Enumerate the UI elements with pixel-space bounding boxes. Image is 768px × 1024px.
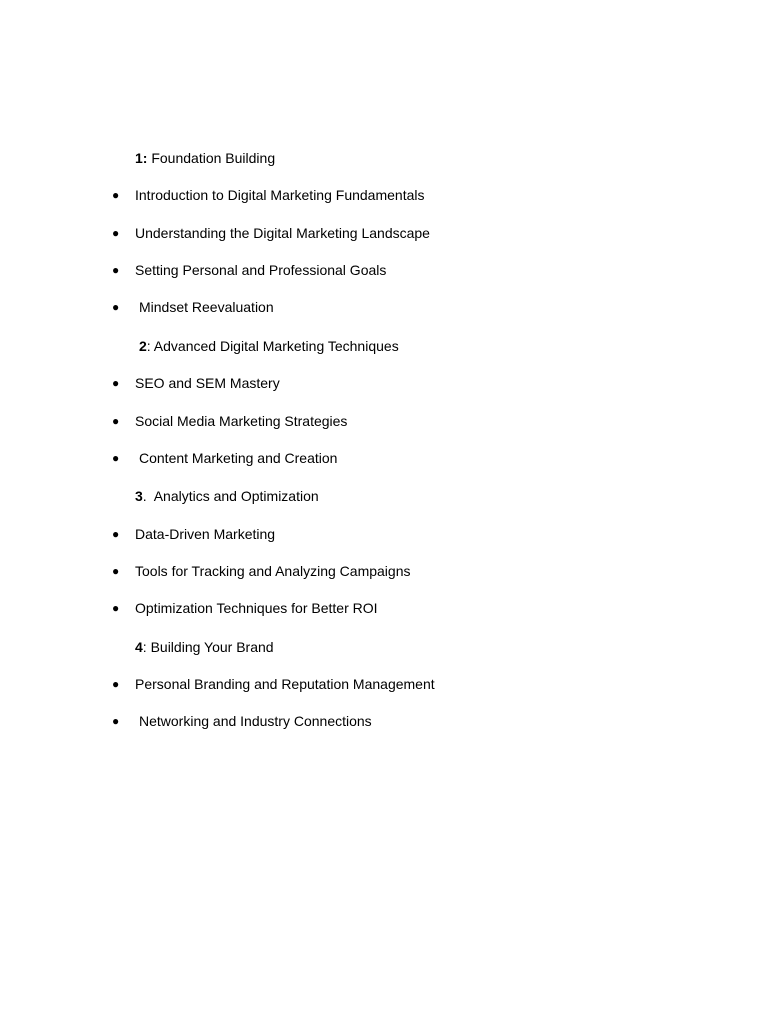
bullet-icon: ●: [112, 226, 120, 240]
bullet-icon: ●: [112, 263, 120, 277]
list-item-text: Setting Personal and Professional Goals: [135, 262, 387, 278]
section-title: : Building Your Brand: [142, 639, 274, 655]
bullet-icon: ●: [112, 714, 120, 728]
bullet-icon: ●: [112, 601, 120, 615]
section-heading-text: [139, 336, 399, 356]
list-item-text: Optimization Techniques for Better ROI: [135, 600, 378, 616]
section-number: 4: [135, 639, 143, 655]
list-item-text: SEO and SEM Mastery: [135, 375, 280, 391]
section-heading-text: [135, 486, 319, 506]
list-item-text: Introduction to Digital Marketing Fundamentals: [135, 187, 425, 203]
section-title: : Advanced Digital Marketing Techniques: [146, 338, 399, 354]
section-number: 3: [135, 488, 143, 504]
list-item-text: Understanding the Digital Marketing Landscape: [135, 225, 430, 241]
bullet-icon: ●: [112, 451, 120, 465]
bullet-icon: ●: [112, 300, 120, 314]
section-heading-text: [135, 148, 275, 168]
section-number: 2: [139, 338, 147, 354]
section-heading-text: [135, 637, 274, 657]
list-item-text: Content Marketing and Creation: [139, 450, 338, 466]
bullet-icon: ●: [112, 414, 120, 428]
list-item-text: Data-Driven Marketing: [135, 526, 276, 542]
bullet-icon: ●: [112, 188, 120, 202]
list-item-text: Mindset Reevaluation: [139, 299, 274, 315]
list-item-text: Networking and Industry Connections: [139, 713, 372, 729]
section-title: Foundation Building: [147, 150, 276, 166]
section-number: 1:: [135, 150, 148, 166]
bullet-icon: ●: [112, 564, 120, 578]
list-item-text: Personal Branding and Reputation Management: [135, 676, 435, 692]
list-item-text: Social Media Marketing Strategies: [135, 413, 348, 429]
section-title: . Analytics and Optimization: [142, 488, 319, 504]
list-item-text: Tools for Tracking and Analyzing Campaigns: [135, 563, 411, 579]
bullet-icon: ●: [112, 677, 120, 691]
bullet-icon: ●: [112, 376, 120, 390]
bullet-icon: ●: [112, 527, 120, 541]
